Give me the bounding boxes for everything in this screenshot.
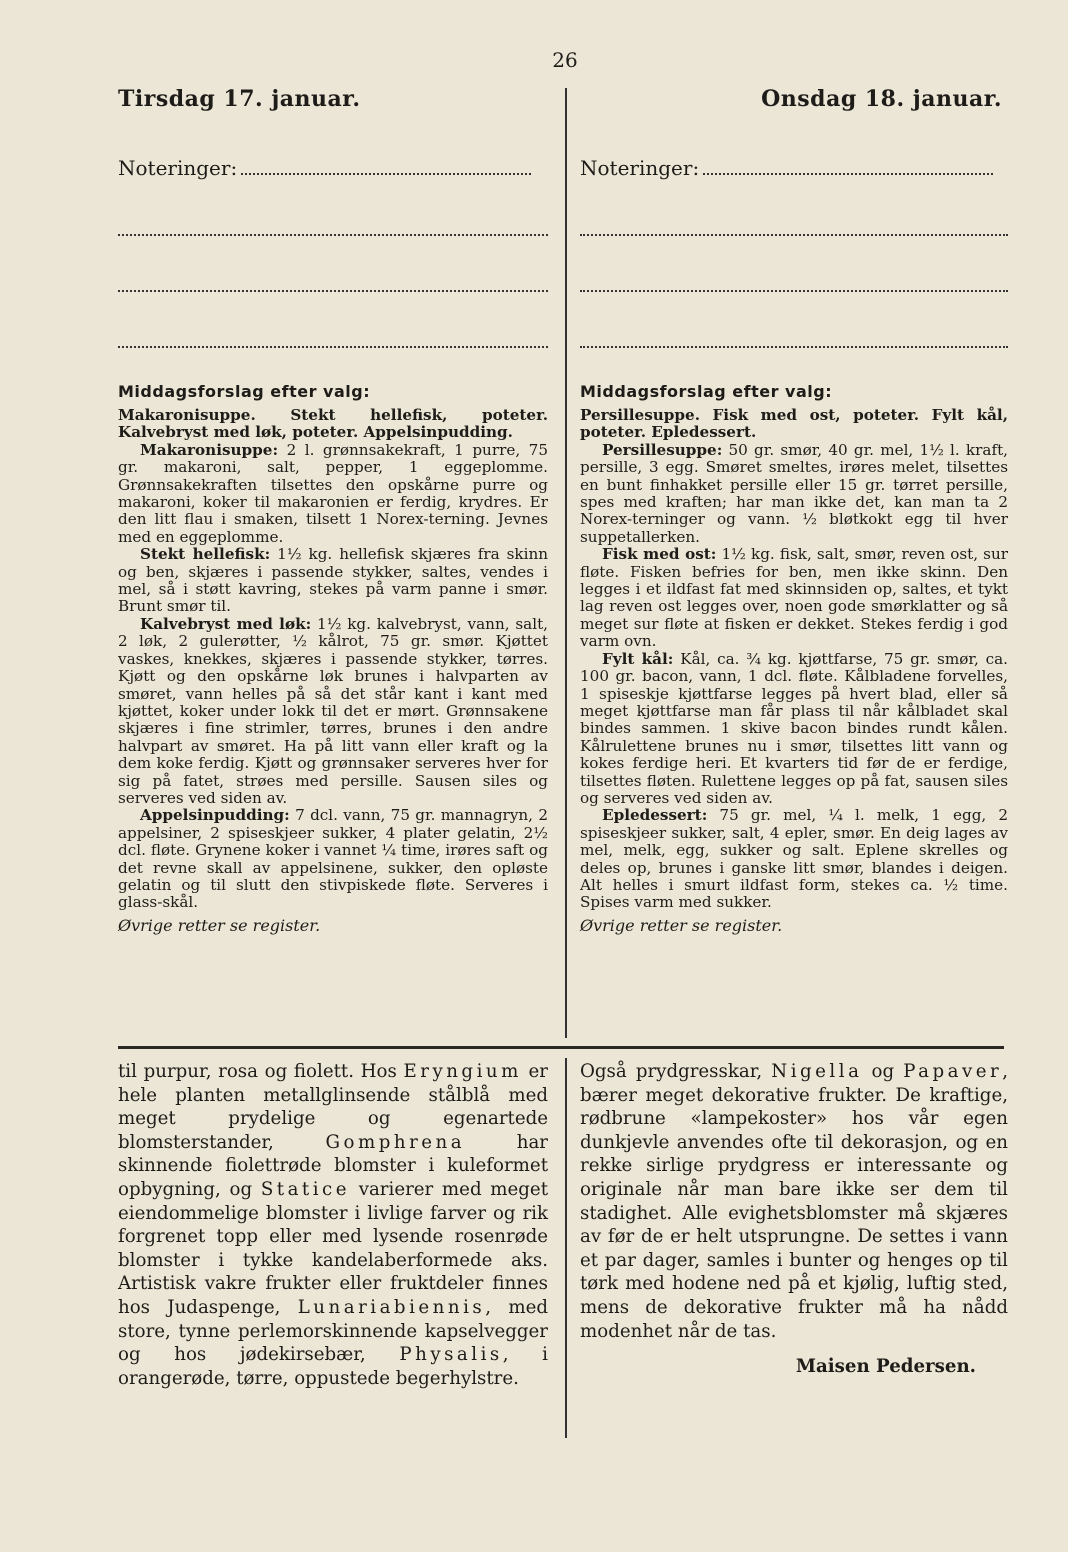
- column-divider: [565, 88, 567, 1038]
- recipe: Stekt hellefisk: 1½ kg. hellefisk skjæres fra skinn og ben, skjæres i passende stykker, saltes, vendes i mel, så i støtt kavring, stekes på varm panne i smør. Brunt smør til.: [118, 545, 549, 616]
- notes-line: [118, 346, 548, 348]
- latin-name: Lunariabiennis: [297, 1296, 486, 1318]
- article-text: til purpur, rosa og fiolett. Hos: [118, 1061, 404, 1082]
- section-rule: [118, 1046, 1004, 1049]
- recipe: Fisk med ost: 1½ kg. fisk, salt, smør, reven ost, sur fløte. Fisken befries for ben, men ikke skinn. Den legges i et ildfast fat med skinnsiden op, saltes, et tykt lag reven ost legges over, noen gode smørklatter og så meget sur fløte at fisken er dekket. Stekes ferdig i god varm ovn.: [580, 545, 1008, 651]
- notes-line: [118, 290, 548, 292]
- article-text: har skinnende fiolettrøde blomster i kuleformet opbygning, og: [118, 1131, 548, 1200]
- signature: Maisen Pedersen.: [795, 1356, 976, 1378]
- article-text: , i orangerøde, tørre, oppustede begerhylstre.: [118, 1344, 548, 1389]
- notes-label: Noteringer:: [580, 156, 1008, 180]
- article-text: , med store, tynne perlemorskinnende kapselvegger og hos jødekirsebær,: [118, 1296, 548, 1366]
- recipe: Makaronisuppe: 2 l. grønnsakekraft, 1 purre, 75 gr. makaroni, salt, pepper, 1 eggeplomme. Grønnsakekraften tilsettes den opskårne purre og makaroni, koker til makaronien er ferdig, krydres. Er den litt flau i smaken, tilsett 1 Norex-terning. Jevnes med en eggeplomme.: [118, 440, 548, 546]
- menu-summary: Persillesuppe. Fisk med ost, poteter. Fylt kål, poteter. Epledessert.: [580, 406, 1008, 442]
- see-register-note: Øvrige retter se register.: [118, 915, 321, 935]
- latin-name: Nigella: [771, 1061, 863, 1082]
- article-paragraph: [118, 1060, 548, 1390]
- notes-label: Noteringer:: [118, 156, 548, 180]
- recipe: Fylt kål: Kål, ca. ¾ kg. kjøttfarse, 75 gr. smør, ca. 100 gr. bacon, vann, 1 dcl. fløte. Kålbladene forvelles, 1 spiseskje kjøttfarse legges på hvert blad, eller så meget kjøttfarse man får plass til når kålbladet skal bindes sammen. 1 skive bacon bindes rundt kålen. Kålrulettene brunes nu i smør, tilsettes litt vann og kokes ferdige heri. Et kvarters tid før de er ferdige, tilsettes fløten. Rulettene legges op på fat, sausen siles og serveres ved siden av.: [580, 649, 1009, 807]
- day-title: Onsdag 18. januar.: [761, 86, 1002, 112]
- recipe: Persillesuppe: 50 gr. smør, 40 gr. mel, 1½ l. kraft, persille, 3 egg. Smøret smeltes, irøres melet, tilsettes en bunt finhakket persille eller 15 gr. tørret persille, spes med kraften; har man ikke det, kan man ta 2 Norex-terninger og vann. ½ bløtkokt egg til hver suppetallerken.: [580, 440, 1008, 546]
- notes-line: [580, 346, 1008, 348]
- day-title: Tirsdag 17. januar.: [118, 86, 361, 112]
- latin-name: Eryngium: [403, 1061, 522, 1082]
- menu-heading: Middagsforslag efter valg:: [118, 382, 371, 401]
- article-right: [580, 1060, 1008, 1379]
- article-text: er hele planten metallglinsende stålblå med meget prydelige og egenartede blomsterstander,: [118, 1061, 548, 1153]
- page-number: 26: [552, 48, 578, 72]
- left-day-column: [118, 86, 548, 935]
- right-day-column: [580, 86, 1008, 935]
- notes-line: [118, 234, 548, 236]
- latin-name: Physalis: [399, 1344, 503, 1366]
- recipe: Kalvebryst med løk: 1½ kg. kalvebryst, vann, salt, 2 løk, 2 gulerøtter, ½ kålrot, 75 gr. smør. Kjøttet vaskes, knekkes, skjæres i passende stykker, tørres. Kjøtt og den opskårne løk brunes i halvparten av smøret, vann helles på så det står kant i kant med kjøttet, koker under lokk til det er mørt. Grønnsakene skjæres i fine strimler, tørres, brunes i den andre halvpart av smøret. Ha på litt vann eller kraft og la dem koke ferdig. Kjøtt og grønnsaker serveres hver for sig på fatet, strøes med persille. Sausen siles og serveres ved siden av.: [118, 614, 549, 807]
- menu-heading: Middagsforslag efter valg:: [580, 382, 833, 401]
- recipe: Epledessert: 75 gr. mel, ¼ l. melk, 1 egg, 2 spiseskjeer sukker, salt, 4 epler, smør. En deig lages av mel, melk, egg, sukker og salt. Eplene skrelles og deles op, brunes i ganske litt smør, blandes i deigen. Alt helles i smurt ildfast form, stekes ca. ½ time. Spises varm med sukker.: [580, 806, 1009, 912]
- article-left: [118, 1060, 548, 1390]
- recipe: Appelsinpudding: 7 dcl. vann, 75 gr. mannagryn, 2 appelsiner, 2 spiseskjeer sukker, 4 plater gelatin, 2½ dcl. fløte. Grynene koker i vannet ¼ time, irøres saft og det revne skall av appelsinene, sukker, den opløste gelatin og til slutt den stivpiskede fløte. Serveres i glass-skål.: [118, 806, 548, 912]
- article-text: og: [862, 1061, 904, 1082]
- notes-line: [580, 290, 1008, 292]
- menu-summary: Makaronisuppe. Stekt hellefisk, poteter. Kalvebryst med løk, poteter. Appelsinpudding.: [118, 406, 548, 442]
- latin-name: Statice: [260, 1178, 350, 1200]
- notes-line: [580, 234, 1008, 236]
- menu-recipes: [118, 407, 548, 912]
- article-text: varierer med meget eiendommelige blomster i livlige farver og rik forgrenet topp eller med lysende rosenrøde blomster i tykke kandelaberformede aks. Artistisk vakre frukter eller fruktdeler finnes hos Judaspenge,: [118, 1178, 549, 1318]
- latin-name: Papaver: [903, 1061, 1003, 1082]
- article-column-divider: [565, 1058, 567, 1438]
- latin-name: Gomphrena: [325, 1131, 466, 1153]
- menu-recipes: [580, 407, 1008, 912]
- article-text: Også prydgresskar,: [580, 1061, 772, 1082]
- article-text: , bærer meget dekorative frukter. De kraftige, rødbrune «lampekoster» hos vår egen dunkjevle anvendes ofte til dekorasjon, og en rekke sirlige prydgress er interessante og originale når man bare ikke ser dem til stadighet. Alle evighetsblomster må skjæres av før de er helt utsprungne. De settes i vann et par dager, samles i bunter og henges op til tørk med hodene ned på et kjølig, luftig sted, mens de dekorative frukter må ha nådd modenhet når de tas.: [580, 1061, 1008, 1342]
- article-paragraph: [580, 1060, 1008, 1343]
- see-register-note: Øvrige retter se register.: [580, 915, 783, 935]
